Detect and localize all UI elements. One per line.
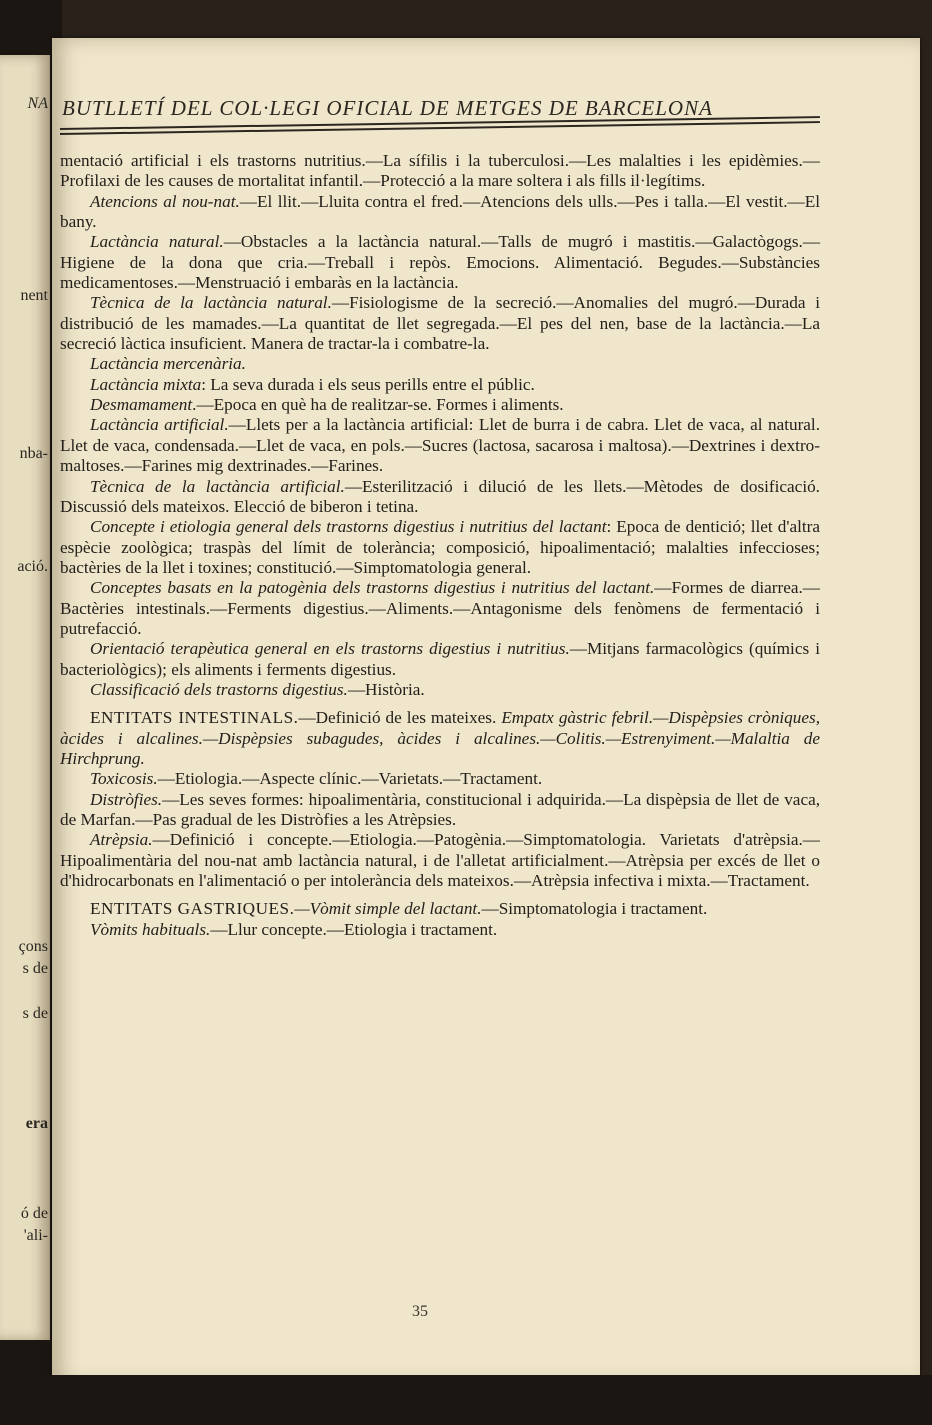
prev-fragment: çons	[18, 938, 48, 955]
paragraph	[60, 517, 820, 578]
paragraph-text: : Epoca de dentició; llet d'altra espècie zoològica; traspàs del límit de tolerància; composició, hipoalimentació; malalties infeccioses; bactèries de la llet i toxines; constitució.—Simptomatologia general.	[60, 517, 820, 577]
paragraph	[60, 477, 820, 518]
paragraph-lead: Desmamament	[90, 395, 193, 415]
paragraph-text: —Fisiologisme de la secreció.—Anomalies del mugró.—Durada i distribució de les mamades.—La quantitat de llet segregada.—El pes del nen, base de la lactància.—La secreció làctica insuficient. Manera de tractar-la i combatre-la.	[60, 293, 820, 354]
paragraph-lead: Tècnica de la lactància natural.	[90, 293, 332, 313]
document-page	[52, 38, 920, 1383]
running-header: BUTLLETÍ DEL COL·LEGI OFICIAL DE METGES DE BARCELONA	[62, 96, 713, 120]
paragraph-lead: Lactància natural.	[90, 232, 224, 252]
section-gastriques	[60, 899, 820, 919]
paragraph-lead: Toxicosis.	[90, 769, 158, 789]
previous-page-edge	[0, 55, 50, 1340]
paragraph	[60, 790, 820, 831]
paragraph-text: —Esterilització i dilució de les llets.—Mètodes de dosificació. Discussió dels mateixos. Elecció de biberon i tetina.	[60, 476, 820, 516]
paragraph-text: : La seva durada i els seus perills entre el públic.	[201, 374, 535, 394]
paragraph-italic: Empatx gàstric febril.—Dispèpsies cròniques, àcides i alcalines.—Dispèpsies subagudes, àcides i alcalines.—Colitis.—Estrenyiment.—Malaltia de Hirchprung.	[60, 708, 820, 768]
paragraph	[60, 232, 820, 293]
paragraph	[60, 830, 820, 891]
paragraph-lead: Atencions al nou-nat.	[90, 191, 240, 211]
prev-fragment: 'ali-	[23, 1227, 48, 1244]
paragraph-text: —Formes de diarrea.—Bactèries intestinals.—Ferments digestius.—Aliments.—Antagonisme dels fenòmens de fermentació i putrefacció.	[60, 578, 820, 638]
paragraph	[60, 354, 820, 374]
paragraph-text: —Mitjans farmacològics (químics i bacteriològics); els aliments i ferments digestius.	[60, 639, 820, 679]
paragraph	[60, 375, 820, 395]
section-heading: ENTITATS GASTRIQUES.	[90, 899, 295, 919]
paragraph-text: —Simptomatologia i tractament.	[481, 899, 708, 919]
paragraph	[60, 415, 820, 476]
paragraph-lead: Conceptes basats en la patogènia dels trastorns digestius i nutritius del lactant.	[90, 578, 655, 598]
paragraph-text: —Llur concepte.—Etiologia i tractament.	[210, 919, 498, 939]
background-edge	[0, 1375, 932, 1425]
prev-fragment: s de	[22, 1005, 48, 1022]
paragraph-lead: Orientació terapèutica general en els trastorns digestius i nutritius.	[90, 639, 570, 659]
prev-fragment: nent	[20, 287, 48, 304]
paragraph-lead: Lactància mercenària.	[90, 354, 246, 374]
paragraph-text: —Definició de les mateixes.	[298, 708, 502, 728]
paragraph-lead: Atrèpsia.	[90, 830, 153, 850]
prev-fragment: ó de	[20, 1205, 48, 1222]
paragraph-text: —Etiologia.—Aspecte clínic.—Varietats.—Tractament.	[157, 769, 543, 789]
paragraph-lead: Concepte i etiologia general dels trastorns digestius i nutritius del lactant	[90, 517, 607, 537]
paragraph	[60, 151, 820, 192]
page-number: 35	[412, 1303, 428, 1320]
paragraph-text: mentació artificial i els trastorns nutritius.—La sífilis i la tuberculosi.—Les malalties i les epidèmies.—Profilaxi de les causes de mortalitat infantil.—Protecció a la mare soltera i als fills il·legítims.	[60, 151, 820, 191]
section-intestinals	[60, 708, 820, 769]
paragraph	[60, 192, 820, 233]
paragraph-lead: Vòmits habituals.	[90, 919, 211, 939]
prev-fragment: nba-	[19, 445, 48, 462]
paragraph-text: —Definició i concepte.—Etiologia.—Patogènia.—Simptomatologia. Varietats d'atrèpsia.—Hipoalimentària del nou-nat amb lactància natural, i de l'alletat artificialment.—Atrèpsia per excés de llet o d'hidrocarbonats en l'alimentació o per intolerància dels mateixos.—Atrèpsia infectiva i mixta.—Tractament.	[60, 830, 820, 891]
paragraph-text: —El llit.—Lluita contra el fred.—Atencions dels ulls.—Pes i talla.—El vestit.—El bany.	[60, 191, 820, 232]
section-heading: ENTITATS INTESTINALS.	[90, 708, 299, 728]
paragraph-text: —Les seves formes: hipoalimentària, constitucional i adquirida.—La dispèpsia de llet de vaca, de Marfan.—Pas gradual de les Distròfies a les Atrèpsies.	[60, 789, 820, 829]
paragraph-text: —Llets per a la lactància artificial: Llet de burra i de cabra. Llet de vaca, al natural. Llet de vaca, condensada.—Llet de vaca, en pols.—Sucres (lactosa, sacarosa i maltosa).—Dextrines i dextro-maltoses.—Farines mig dextrinades.—Farines.	[60, 415, 820, 476]
paragraph	[60, 920, 820, 940]
prev-fragment: NA	[27, 95, 48, 112]
paragraph	[60, 293, 820, 354]
paragraph-italic: —Vòmit simple del lactant.	[294, 899, 482, 919]
paragraph-text: —Història.	[347, 679, 425, 699]
paragraph-lead: Distròfies.	[90, 789, 163, 809]
body-text	[60, 151, 820, 940]
paragraph	[60, 395, 820, 415]
prev-fragment: era	[25, 1115, 48, 1132]
paragraph	[60, 578, 820, 639]
prev-fragment: ació.	[17, 558, 48, 575]
paragraph-lead: Classificació dels trastorns digestius.	[90, 679, 348, 699]
paragraph	[60, 680, 820, 700]
paragraph	[60, 639, 820, 680]
paragraph-text: .—Epoca en què ha de realitzar-se. Formes i aliments.	[192, 395, 564, 415]
prev-fragment: s de	[22, 960, 48, 977]
paragraph-lead: Lactància artificial.	[90, 415, 229, 435]
paragraph-lead: Tècnica de la lactància artificial.	[90, 476, 345, 496]
paragraph	[60, 769, 820, 789]
paragraph-lead: Lactància mixta	[90, 374, 202, 394]
paragraph-text: —Obstacles a la lactància natural.—Talls de mugró i mastitis.—Galactògogs.—Higiene de la dona que cria.—Treball i repòs. Emocions. Alimentació. Begudes.—Substàncies medicamentoses.—Menstruació i embaràs en la lactància.	[60, 232, 821, 293]
